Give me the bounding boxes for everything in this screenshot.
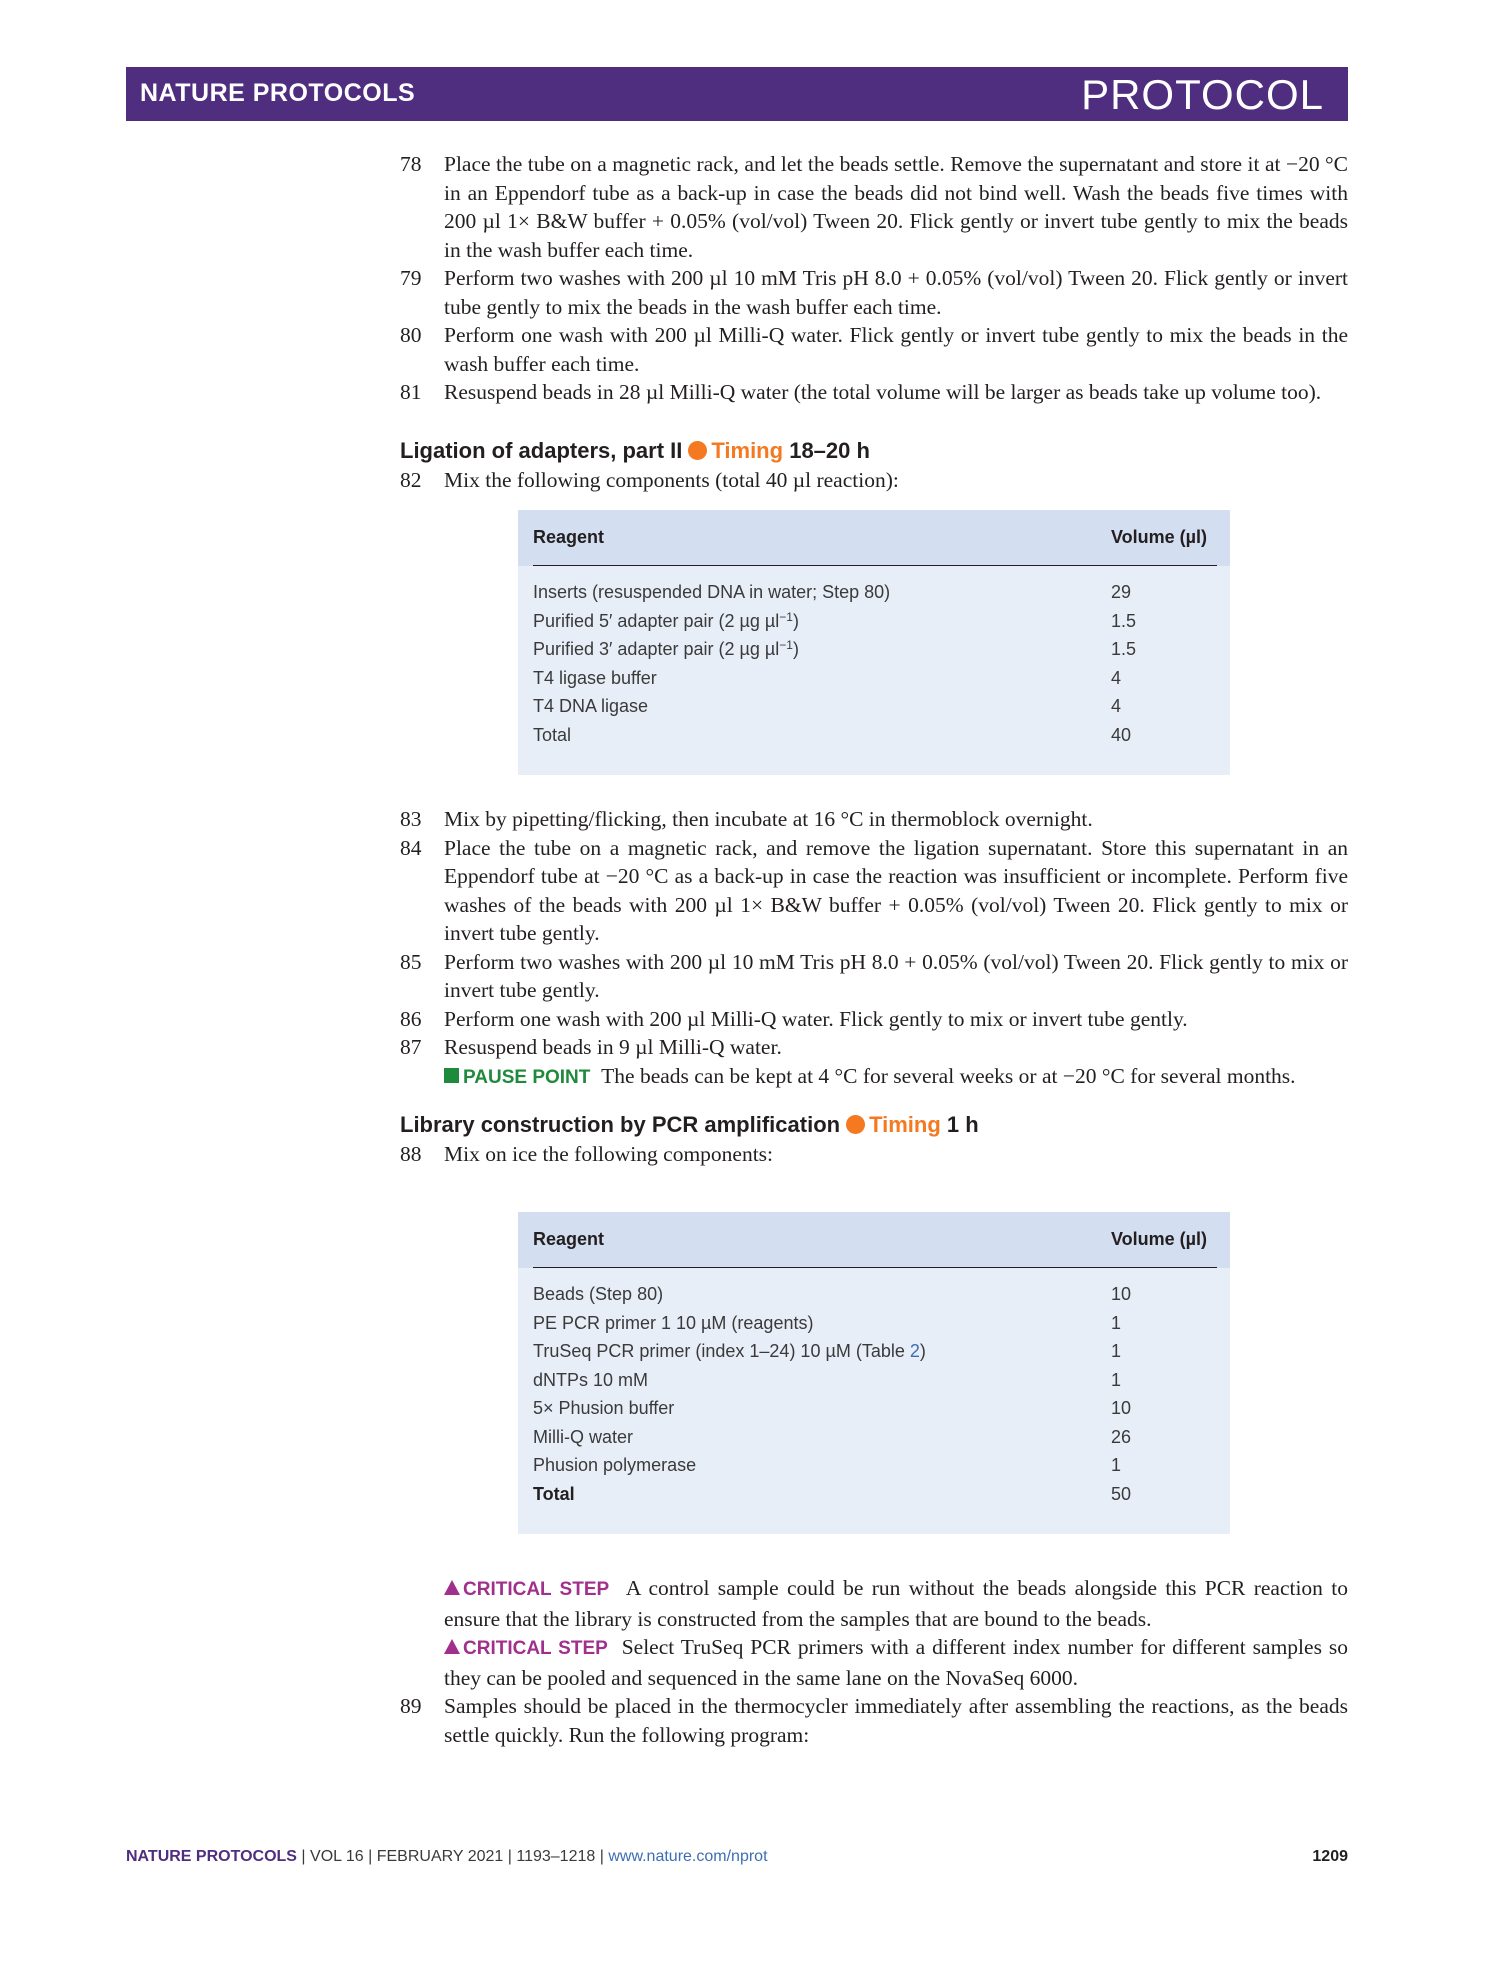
table-row: Purified 3′ adapter pair (2 µg µl$^{-1}$) 1.5 — [533, 638, 1137, 659]
steps-78-81 — [400, 150, 1348, 407]
table-row: TruSeq PCR primer (index 1–24) 10 µM (Table 2) 1 — [533, 1341, 1122, 1361]
step-87: 87 Resuspend beads in 9 µl Milli-Q water. — [400, 1035, 782, 1059]
table-row: Milli-Q water 26 — [533, 1426, 1132, 1447]
critical-step-2: CRITICAL STEP Select TruSeq PCR primers with a different index number for different samples so they can be pooled and sequenced in the same lane on the NovaSeq 6000. — [444, 1635, 1349, 1690]
steps-83-87 — [400, 805, 1348, 1092]
table-row: Beads (Step 80) 10 — [533, 1284, 1132, 1304]
table-row: Phusion polymerase 1 — [533, 1455, 1122, 1475]
step-80: 80 Perform one wash with 200 µl Milli-Q water. Flick gently or invert tube gently to mix the beads in the wash buffer each time. — [400, 323, 1348, 376]
table-row: T4 ligase buffer 4 — [533, 667, 1122, 688]
pause-square-icon — [444, 1068, 459, 1083]
step-79: 79 Perform two washes with 200 µl 10 mM Tris pH 8.0 + 0.05% (vol/vol) Tween 20. Flick gently or invert tube gently to mix the beads in the wash buffer each time. — [400, 266, 1348, 319]
article-type: PROTOCOL — [1081, 71, 1324, 118]
critical-steps — [400, 1574, 1348, 1749]
pause-point: PAUSE POINT The beads can be kept at 4 °C for several weeks or at −20 °C for several months. — [400, 1062, 1348, 1093]
step-89: 89 Samples should be placed in the thermocycler immediately after assembling the reactions, as the beads settle quickly. Run the following program: — [400, 1694, 1348, 1747]
table-row: Total 50 — [533, 1483, 1132, 1504]
critical-step-1: CRITICAL STEP A control sample could be run without the beads alongside this PCR reaction to ensure that the library is constructed from the samples that are bound to the beads. — [444, 1576, 1348, 1631]
journal-url-link[interactable]: www.nature.com/nprot — [608, 1848, 768, 1865]
timing-dot-icon — [846, 1115, 865, 1134]
step-83: 83 Mix by pipetting/flicking, then incubate at 16 °C in thermoblock overnight. — [400, 807, 1093, 831]
table-row: Purified 5′ adapter pair (2 µg µl$^{-1}$) 1.5 — [533, 609, 1137, 631]
warning-triangle-icon — [444, 1639, 460, 1654]
table-row: Inserts (resuspended DNA in water; Step 80) 29 — [533, 582, 1132, 602]
table-header: Reagent Volume (µl) — [518, 510, 1230, 566]
table-header: Reagent Volume (µl) — [518, 1212, 1230, 1268]
step-78: 78 Place the tube on a magnetic rack, and let the beads settle. Remove the supernatant and store it at −20 °C in an Eppendorf tube as a back-up in case the beads did not bind well. Wash the beads five times with 200 µl 1× B&W buffer + 0.05% (vol/vol) Tween 20. Flick gently or invert tube gently to mix the beads in the wash buffer each time. — [400, 152, 1348, 262]
ligation-table — [518, 510, 1230, 775]
page-header — [126, 67, 1348, 121]
page-number: 1209 — [1312, 1848, 1348, 1865]
step-81: 81 Resuspend beads in 28 µl Milli-Q water (the total volume will be larger as beads take up volume too). — [400, 380, 1322, 404]
warning-triangle-icon — [444, 1580, 460, 1595]
pcr-table — [518, 1212, 1230, 1534]
table-row: PE PCR primer 1 10 µM (reagents) 1 — [533, 1312, 1122, 1333]
step-82: 82 Mix the following components (total 40 µl reaction): — [400, 468, 899, 492]
table-2-link[interactable]: 2 — [909, 1341, 920, 1361]
page-footer: NATURE PROTOCOLS | VOL 16 | FEBRUARY 2021 | 1193–1218 | www.nature.com/nprot 1209 — [126, 1848, 1348, 1865]
table-row: T4 DNA ligase 4 — [533, 696, 1122, 716]
table-row: 5× Phusion buffer 10 — [533, 1398, 1132, 1418]
section-heading: Ligation of adapters, part II Timing 18–20 h — [400, 438, 870, 463]
section-ligation — [400, 436, 1348, 495]
table-row: Total 40 — [533, 724, 1132, 745]
section-heading: Library construction by PCR amplification Timing 1 h — [400, 1112, 979, 1137]
step-88: 88 Mix on ice the following components: — [400, 1142, 774, 1166]
timing-dot-icon — [688, 441, 707, 460]
journal-name: NATURE PROTOCOLS — [140, 79, 416, 107]
section-library — [400, 1110, 1348, 1169]
step-84: 84 Place the tube on a magnetic rack, and remove the ligation supernatant. Store this supernatant in an Eppendorf tube at −20 °C as a back-up in case the reaction was insufficient or incomplete. Perform five washes of the beads with 200 µl 1× B&W buffer + 0.05% (vol/vol) Tween 20. Flick gently to mix or invert tube gently. — [400, 835, 1348, 945]
step-86: 86 Perform one wash with 200 µl Milli-Q water. Flick gently to mix or invert tube gently. — [400, 1006, 1188, 1031]
table-row: dNTPs 10 mM 1 — [533, 1369, 1122, 1390]
step-85: 85 Perform two washes with 200 µl 10 mM Tris pH 8.0 + 0.05% (vol/vol) Tween 20. Flick gently to mix or invert tube gently. — [400, 949, 1348, 1002]
